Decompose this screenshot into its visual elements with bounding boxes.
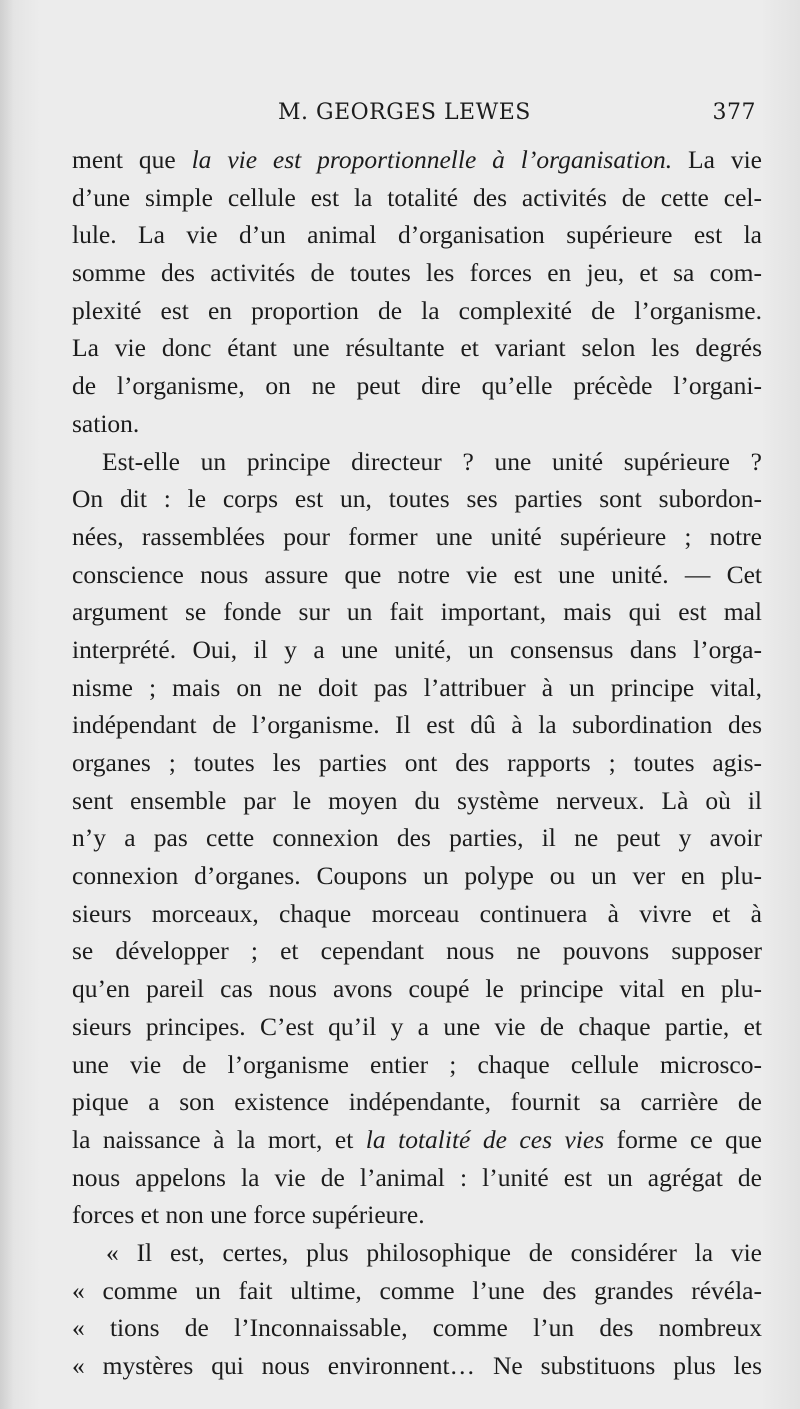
page-number: 377 bbox=[712, 100, 756, 125]
text-line: qu’en pareil cas nous avons coupé le principe vital en plu- bbox=[72, 974, 762, 1004]
text-line: sieurs principes. C’est qu’il y a une vie de chaque partie, et bbox=[72, 1011, 762, 1041]
text-line: nisme ; mais on ne doit pas l’attribuer à un principe vital, bbox=[72, 672, 762, 702]
text-line bbox=[72, 141, 762, 179]
text-span: La vie bbox=[672, 145, 762, 174]
quotation bbox=[72, 1234, 762, 1385]
text-line: nous appelons la vie de l’animal : l’unité est un agrégat de bbox=[72, 1162, 762, 1192]
text-line: une vie de l’organisme entier ; chaque cellule microsco- bbox=[72, 1049, 762, 1079]
text-line: sent ensemble par le moyen du système nerveux. Là où il bbox=[72, 785, 762, 815]
text-line: indépendant de l’organisme. Il est dû à la subordination des bbox=[72, 710, 762, 740]
text-span: la naissance à la mort, et bbox=[72, 1124, 366, 1154]
text-line: pique a son existence indépendante, fournit sa carrière de bbox=[72, 1087, 762, 1117]
paragraph-2 bbox=[72, 443, 762, 1234]
italic-phrase: la totalité de ces vies bbox=[365, 1124, 605, 1154]
text-line: sation. bbox=[72, 408, 140, 438]
text-line: Est-elle un principe directeur ? une unité supérieure ? bbox=[102, 446, 762, 476]
running-title: M. GEORGES LEWES bbox=[278, 100, 531, 125]
text-line: argument se fonde sur un fait important, mais qui est mal bbox=[72, 597, 762, 627]
text-line: interprété. Oui, il y a une unité, un consensus dans l’orga- bbox=[72, 634, 762, 664]
text-line: nées, rassemblées pour former une unité supérieure ; notre bbox=[72, 521, 762, 551]
text-line: On dit : le corps est un, toutes ses parties sont subordon- bbox=[72, 484, 762, 514]
body-text bbox=[72, 141, 762, 1385]
italic-phrase: la vie est proportionnelle à l’organisation. bbox=[191, 145, 673, 174]
text-span: ment que bbox=[72, 145, 192, 174]
text-line: conscience nous assure que notre vie est une unité. — Cet bbox=[72, 559, 762, 589]
page-header bbox=[72, 100, 762, 134]
text-line: « comme un fait ultime, comme l’une des grandes révéla- bbox=[72, 1275, 762, 1305]
paragraph-1 bbox=[72, 141, 762, 443]
text-line: sieurs morceaux, chaque morceau continuera à vivre et à bbox=[72, 898, 762, 928]
text-line: « Il est, certes, plus philosophique de considérer la vie bbox=[106, 1237, 762, 1267]
text-line: connexion d’organes. Coupons un polype ou un ver en plu- bbox=[72, 861, 762, 891]
text-line: se développer ; et cependant nous ne pouvons supposer bbox=[72, 936, 762, 966]
text-line: forces et non une force supérieure. bbox=[72, 1200, 425, 1230]
text-line: d’une simple cellule est la totalité des activités de cette cel- bbox=[72, 182, 762, 212]
text-line bbox=[72, 1121, 762, 1159]
text-line: n’y a pas cette connexion des parties, il ne peut y avoir bbox=[72, 823, 762, 853]
text-line: lule. La vie d’un animal d’organisation supérieure est la bbox=[72, 220, 762, 250]
text-line: La vie donc étant une résultante et variant selon les degrés bbox=[72, 333, 762, 363]
text-line: de l’organisme, on ne peut dire qu’elle précède l’organi- bbox=[72, 371, 762, 401]
text-line: somme des activités de toutes les forces en jeu, et sa com- bbox=[72, 258, 762, 288]
text-line: « mystères qui nous environnent… Ne substituons plus les bbox=[72, 1351, 762, 1380]
text-line: « tions de l’Inconnaissable, comme l’un des nombreux bbox=[72, 1313, 762, 1343]
text-span: forme ce que bbox=[604, 1124, 762, 1154]
text-line: organes ; toutes les parties ont des rapports ; toutes agis- bbox=[72, 748, 762, 777]
text-line: plexité est en proportion de la complexité de l’organisme. bbox=[72, 295, 762, 325]
